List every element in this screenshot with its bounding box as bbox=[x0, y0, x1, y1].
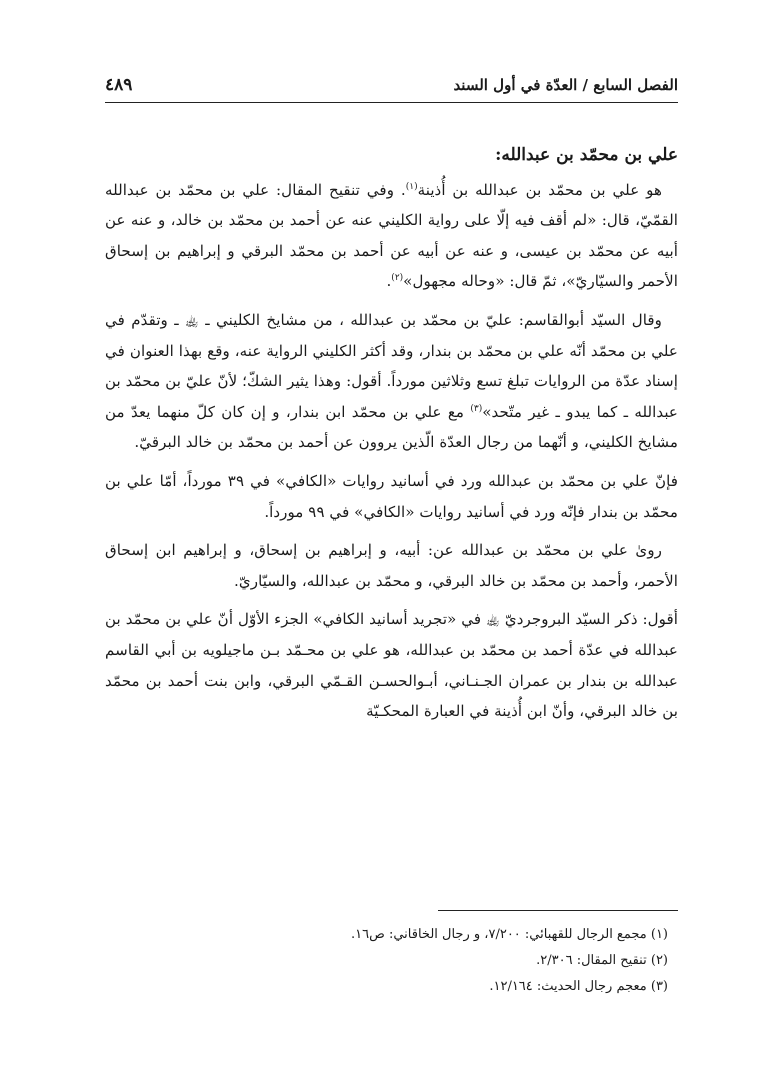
footnote-2: (٢) تنقيح المقال: ٢/٣٠٦. bbox=[536, 953, 668, 968]
footnote-ref-3: (٣) bbox=[470, 403, 483, 414]
footnotes bbox=[105, 922, 678, 1000]
footnote-divider bbox=[438, 910, 678, 911]
running-title: الفصل السابع / العدّة في أول السند bbox=[453, 76, 678, 94]
section-heading: علي بن محمّد بن عبدالله: bbox=[495, 145, 678, 165]
paragraph-1 bbox=[105, 175, 678, 297]
paragraph-4: روىٰ علي بن محمّد بن عبدالله عن: أبيه، و إبراهيم بن إسحاق، و إبراهيم ابن إسحاق الأحمر، وأحمد بن محمّد بن خالد البرقي، و محمّد بن عبدالله، والسيّاريّ. bbox=[105, 541, 678, 590]
footnote-ref-1: (١) bbox=[405, 181, 418, 192]
paragraph-3: فإنّ علي بن محمّد بن عبدالله ورد في أسانيد روايات «الكافي» في ٣٩ مورداً، أمّا علي بن محمّد بن بندار فإنّه ورد في أسانيد روايات «الكافي» في ٩٩ مورداً. bbox=[105, 471, 678, 521]
footnote-3: (٣) معجم رجال الحديث: ١٢/١٦٤. bbox=[489, 979, 668, 994]
paragraph-2-text-b: مع علي بن محمّد ابن بندار، و إن كان كلّ منهما يعدّ من مشايخ الكليني، و أنّهما من رجال العدّة الّذين يروون عن أحمد بن محمّد بن خالد البرقيّ. bbox=[105, 402, 678, 452]
page-header bbox=[105, 68, 678, 103]
paragraph-2-text-a: وقال السيّد أبوالقاسم: عليّ بن محمّد بن عبدالله ، من مشايخ الكليني ـ ﵀ ـ وتقدّم في علي بن محمّد أنّه علي بن محمّد بن بندار، وقد أكثر الكليني الرواية عنه، وقع بهذا العنوان في إسناد عدّة من الروايات تبلغ تسع وثلاثين مورداً. أقول: وهذا يثير الشكّ؛ لأنّ عليّ بن محمّد بن عبدالله ـ كما يبدو ـ غير متّحد» bbox=[105, 310, 678, 421]
paragraph-1-text-b: . وفي تنقيح المقال: علي بن محمّد بن عبدالله القمّيّ، قال: «لم أقف فيه إلّا على رواية الكليني عنه عن أحمد بن محمّد بن خالد، و عنه عن أبيه عن محمّد بن عيسى، و عنه عن أبيه عن أحمد بن محمّد البرقي و إبراهيم بن إسحاق الأحمر والسيّاريّ»، ثمّ قال: «وحاله مجهول» bbox=[105, 180, 678, 291]
footnote-ref-2: (٢) bbox=[391, 273, 404, 284]
paragraph-1-text-c: . bbox=[386, 272, 392, 291]
paragraph-2 bbox=[105, 305, 678, 458]
paragraph-1-text-a: هو علي بن محمّد بن عبدالله بن أُذينة bbox=[417, 180, 662, 199]
paragraph-5: أقول: ذكر السيّد البروجرديّ ﵀ في «تجريد أسانيد الكافي» الجزء الأوّل أنّ علي بن محمّد بن عبدالله في عدّة أحمد بن محمّد بن عبدالله، هو علي بن محـمّد بـن ماجيلويه بن أبي القاسم عبدالله بن بندار بن عمران الجـنـاني، أبـوالحسـن القـمّي البرقي، وابن بنت أحمد بن محمّد بن خالد البرقي، وأنّ ابن أُذينة في العبارة المحكـيّة bbox=[105, 610, 678, 721]
body-text bbox=[105, 140, 678, 735]
page-number: ٤٨٩ bbox=[105, 75, 133, 95]
footnote-1: (١) مجمع الرجال للقهبائي: ٧/٢٠٠، و رجال الخاقاني: ص١٦. bbox=[351, 927, 668, 942]
